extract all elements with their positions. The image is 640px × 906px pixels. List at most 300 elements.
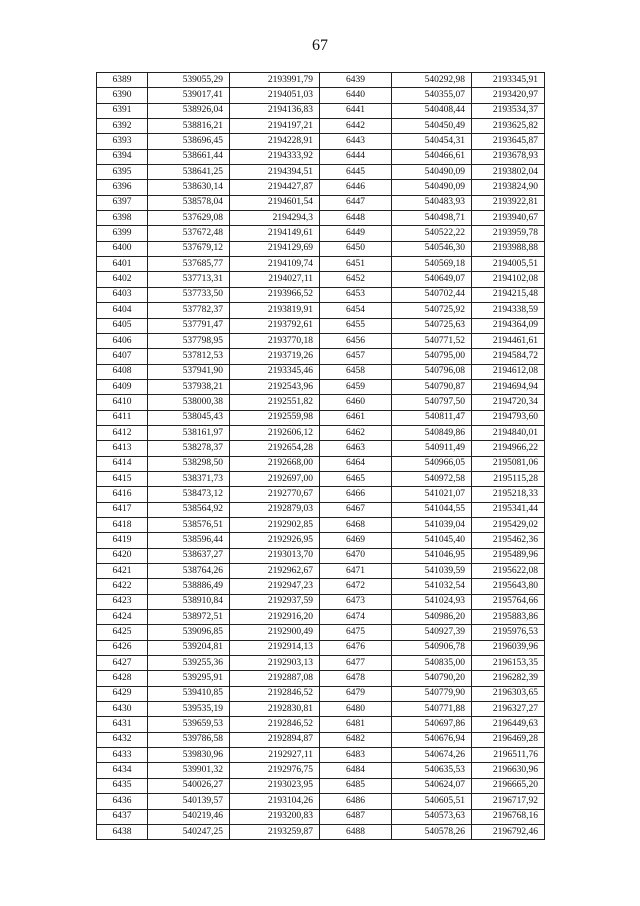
table-row [97,809,545,824]
table-row [97,103,545,118]
table-row [97,211,545,226]
y-coordinate-cell: 2195883,86 [472,610,545,625]
point-number-cell: 6431 [97,717,148,732]
y-coordinate-cell: 2195622,08 [472,564,545,579]
y-coordinate-cell: 2194051,03 [230,88,320,103]
x-coordinate-cell: 540796,08 [392,364,472,379]
point-number-cell: 6406 [97,333,148,348]
table-row [97,671,545,686]
y-coordinate-cell: 2196469,28 [472,732,545,747]
point-number-cell: 6476 [320,640,392,655]
x-coordinate-cell: 540771,88 [392,702,472,717]
y-coordinate-cell: 2193420,97 [472,88,545,103]
x-coordinate-cell: 540498,71 [392,211,472,226]
point-number-cell: 6474 [320,610,392,625]
point-number-cell: 6478 [320,671,392,686]
y-coordinate-cell: 2193625,82 [472,119,545,134]
x-coordinate-cell: 541045,40 [392,533,472,548]
y-coordinate-cell: 2192947,23 [230,579,320,594]
point-number-cell: 6446 [320,180,392,195]
y-coordinate-cell: 2194364,09 [472,318,545,333]
y-coordinate-cell: 2192887,08 [230,671,320,686]
x-coordinate-cell: 538926,04 [148,103,230,118]
point-number-cell: 6403 [97,287,148,302]
point-number-cell: 6442 [320,119,392,134]
point-number-cell: 6401 [97,257,148,272]
table-row [97,134,545,149]
x-coordinate-cell: 541039,04 [392,517,472,532]
y-coordinate-cell: 2194149,61 [230,226,320,241]
page-number: 67 [312,37,328,54]
table-row [97,226,545,241]
x-coordinate-cell: 541046,95 [392,548,472,563]
y-coordinate-cell: 2193013,70 [230,548,320,563]
y-coordinate-cell: 2194840,01 [472,425,545,440]
x-coordinate-cell: 537629,08 [148,211,230,226]
y-coordinate-cell: 2192926,95 [230,533,320,548]
y-coordinate-cell: 2196665,20 [472,778,545,793]
point-number-cell: 6488 [320,824,392,839]
y-coordinate-cell: 2195764,66 [472,594,545,609]
y-coordinate-cell: 2193819,91 [230,303,320,318]
point-number-cell: 6451 [320,257,392,272]
y-coordinate-cell: 2192551,82 [230,395,320,410]
x-coordinate-cell: 540779,90 [392,686,472,701]
table-row [97,517,545,532]
table-row [97,824,545,839]
point-number-cell: 6405 [97,318,148,333]
y-coordinate-cell: 2192697,00 [230,471,320,486]
x-coordinate-cell: 538641,25 [148,165,230,180]
point-number-cell: 6459 [320,379,392,394]
x-coordinate-cell: 539786,58 [148,732,230,747]
x-coordinate-cell: 541021,07 [392,487,472,502]
x-coordinate-cell: 540697,86 [392,717,472,732]
table-row [97,487,545,502]
y-coordinate-cell: 2196630,96 [472,763,545,778]
point-number-cell: 6416 [97,487,148,502]
point-number-cell: 6419 [97,533,148,548]
x-coordinate-cell: 538298,50 [148,456,230,471]
x-coordinate-cell: 538596,44 [148,533,230,548]
x-coordinate-cell: 537782,37 [148,303,230,318]
point-number-cell: 6472 [320,579,392,594]
y-coordinate-cell: 2196511,76 [472,748,545,763]
y-coordinate-cell: 2193988,88 [472,241,545,256]
y-coordinate-cell: 2193922,81 [472,195,545,210]
point-number-cell: 6429 [97,686,148,701]
point-number-cell: 6392 [97,119,148,134]
table-row [97,180,545,195]
y-coordinate-cell: 2194793,60 [472,410,545,425]
table-row [97,379,545,394]
table-row [97,748,545,763]
table-row [97,594,545,609]
y-coordinate-cell: 2196792,46 [472,824,545,839]
x-coordinate-cell: 538972,51 [148,610,230,625]
point-number-cell: 6464 [320,456,392,471]
y-coordinate-cell: 2192830,81 [230,702,320,717]
y-coordinate-cell: 2194394,51 [230,165,320,180]
x-coordinate-cell: 538764,26 [148,564,230,579]
y-coordinate-cell: 2192654,28 [230,441,320,456]
x-coordinate-cell: 537798,95 [148,333,230,348]
y-coordinate-cell: 2195429,02 [472,517,545,532]
y-coordinate-cell: 2194966,22 [472,441,545,456]
point-number-cell: 6402 [97,272,148,287]
y-coordinate-cell: 2194427,87 [230,180,320,195]
point-number-cell: 6468 [320,517,392,532]
y-coordinate-cell: 2192559,98 [230,410,320,425]
x-coordinate-cell: 539901,32 [148,763,230,778]
point-number-cell: 6407 [97,349,148,364]
x-coordinate-cell: 538578,04 [148,195,230,210]
point-number-cell: 6440 [320,88,392,103]
y-coordinate-cell: 2194228,91 [230,134,320,149]
table-row [97,610,545,625]
point-number-cell: 6404 [97,303,148,318]
point-number-cell: 6452 [320,272,392,287]
point-number-cell: 6398 [97,211,148,226]
x-coordinate-cell: 537685,77 [148,257,230,272]
y-coordinate-cell: 2194333,92 [230,149,320,164]
point-number-cell: 6449 [320,226,392,241]
point-number-cell: 6470 [320,548,392,563]
x-coordinate-cell: 540292,98 [392,73,472,88]
y-coordinate-cell: 2193991,79 [230,73,320,88]
y-coordinate-cell: 2192916,20 [230,610,320,625]
table-row [97,471,545,486]
x-coordinate-cell: 537733,50 [148,287,230,302]
table-row [97,318,545,333]
point-number-cell: 6389 [97,73,148,88]
y-coordinate-cell: 2193770,18 [230,333,320,348]
point-number-cell: 6396 [97,180,148,195]
point-number-cell: 6393 [97,134,148,149]
y-coordinate-cell: 2194461,61 [472,333,545,348]
point-number-cell: 6479 [320,686,392,701]
y-coordinate-cell: 2193345,91 [472,73,545,88]
point-number-cell: 6397 [97,195,148,210]
x-coordinate-cell: 540906,78 [392,640,472,655]
x-coordinate-cell: 541024,93 [392,594,472,609]
y-coordinate-cell: 2196327,27 [472,702,545,717]
y-coordinate-cell: 2192962,67 [230,564,320,579]
point-number-cell: 6469 [320,533,392,548]
table-row [97,778,545,793]
point-number-cell: 6477 [320,656,392,671]
table-row [97,564,545,579]
y-coordinate-cell: 2194584,72 [472,349,545,364]
y-coordinate-cell: 2192900,49 [230,625,320,640]
x-coordinate-cell: 540624,07 [392,778,472,793]
x-coordinate-cell: 540219,46 [148,809,230,824]
table-row [97,702,545,717]
y-coordinate-cell: 2193259,87 [230,824,320,839]
y-coordinate-cell: 2192879,03 [230,502,320,517]
table-row [97,333,545,348]
y-coordinate-cell: 2196717,92 [472,794,545,809]
x-coordinate-cell: 538637,27 [148,548,230,563]
y-coordinate-cell: 2192668,00 [230,456,320,471]
y-coordinate-cell: 2192914,13 [230,640,320,655]
point-number-cell: 6414 [97,456,148,471]
table-row [97,425,545,440]
point-number-cell: 6448 [320,211,392,226]
point-number-cell: 6441 [320,103,392,118]
x-coordinate-cell: 537713,31 [148,272,230,287]
y-coordinate-cell: 2195081,06 [472,456,545,471]
x-coordinate-cell: 540490,09 [392,180,472,195]
point-number-cell: 6485 [320,778,392,793]
x-coordinate-cell: 540026,27 [148,778,230,793]
y-coordinate-cell: 2195489,96 [472,548,545,563]
point-number-cell: 6483 [320,748,392,763]
point-number-cell: 6424 [97,610,148,625]
table-row [97,533,545,548]
y-coordinate-cell: 2194136,83 [230,103,320,118]
y-coordinate-cell: 2193104,26 [230,794,320,809]
y-coordinate-cell: 2194109,74 [230,257,320,272]
x-coordinate-cell: 539535,19 [148,702,230,717]
x-coordinate-cell: 539204,81 [148,640,230,655]
x-coordinate-cell: 538045,43 [148,410,230,425]
point-number-cell: 6422 [97,579,148,594]
x-coordinate-cell: 538161,97 [148,425,230,440]
point-number-cell: 6433 [97,748,148,763]
point-number-cell: 6439 [320,73,392,88]
point-number-cell: 6426 [97,640,148,655]
x-coordinate-cell: 540139,57 [148,794,230,809]
point-number-cell: 6421 [97,564,148,579]
x-coordinate-cell: 538278,37 [148,441,230,456]
y-coordinate-cell: 2193824,90 [472,180,545,195]
y-coordinate-cell: 2192902,85 [230,517,320,532]
x-coordinate-cell: 540911,49 [392,441,472,456]
x-coordinate-cell: 540522,22 [392,226,472,241]
point-number-cell: 6461 [320,410,392,425]
x-coordinate-cell: 538910,84 [148,594,230,609]
y-coordinate-cell: 2194102,08 [472,272,545,287]
table-row [97,149,545,164]
y-coordinate-cell: 2193345,46 [230,364,320,379]
point-number-cell: 6434 [97,763,148,778]
table-row [97,625,545,640]
x-coordinate-cell: 539830,96 [148,748,230,763]
x-coordinate-cell: 540483,93 [392,195,472,210]
point-number-cell: 6423 [97,594,148,609]
point-number-cell: 6420 [97,548,148,563]
y-coordinate-cell: 2195976,53 [472,625,545,640]
y-coordinate-cell: 2194027,11 [230,272,320,287]
point-number-cell: 6413 [97,441,148,456]
y-coordinate-cell: 2194197,21 [230,119,320,134]
x-coordinate-cell: 540702,44 [392,287,472,302]
y-coordinate-cell: 2192927,11 [230,748,320,763]
x-coordinate-cell: 540771,52 [392,333,472,348]
y-coordinate-cell: 2193940,67 [472,211,545,226]
point-number-cell: 6417 [97,502,148,517]
table-row [97,257,545,272]
x-coordinate-cell: 538661,44 [148,149,230,164]
x-coordinate-cell: 540972,58 [392,471,472,486]
x-coordinate-cell: 539255,36 [148,656,230,671]
x-coordinate-cell: 540986,20 [392,610,472,625]
point-number-cell: 6466 [320,487,392,502]
x-coordinate-cell: 537679,12 [148,241,230,256]
x-coordinate-cell: 537791,47 [148,318,230,333]
point-number-cell: 6390 [97,88,148,103]
table-row [97,88,545,103]
x-coordinate-cell: 539055,29 [148,73,230,88]
x-coordinate-cell: 538816,21 [148,119,230,134]
y-coordinate-cell: 2193200,83 [230,809,320,824]
point-number-cell: 6455 [320,318,392,333]
point-number-cell: 6482 [320,732,392,747]
point-number-cell: 6447 [320,195,392,210]
x-coordinate-cell: 540849,86 [392,425,472,440]
point-number-cell: 6410 [97,395,148,410]
y-coordinate-cell: 2192903,13 [230,656,320,671]
y-coordinate-cell: 2196282,39 [472,671,545,686]
point-number-cell: 6428 [97,671,148,686]
y-coordinate-cell: 2194601,54 [230,195,320,210]
table-row [97,763,545,778]
point-number-cell: 6450 [320,241,392,256]
point-number-cell: 6443 [320,134,392,149]
y-coordinate-cell: 2193966,52 [230,287,320,302]
point-number-cell: 6395 [97,165,148,180]
x-coordinate-cell: 541032,54 [392,579,472,594]
point-number-cell: 6456 [320,333,392,348]
x-coordinate-cell: 540725,63 [392,318,472,333]
y-coordinate-cell: 2192543,96 [230,379,320,394]
y-coordinate-cell: 2194612,08 [472,364,545,379]
x-coordinate-cell: 540790,87 [392,379,472,394]
x-coordinate-cell: 538696,45 [148,134,230,149]
table-row [97,717,545,732]
point-number-cell: 6418 [97,517,148,532]
y-coordinate-cell: 2195115,28 [472,471,545,486]
point-number-cell: 6411 [97,410,148,425]
table-row [97,165,545,180]
table-row [97,303,545,318]
x-coordinate-cell: 539017,41 [148,88,230,103]
y-coordinate-cell: 2194338,59 [472,303,545,318]
point-number-cell: 6481 [320,717,392,732]
x-coordinate-cell: 540605,51 [392,794,472,809]
table-row [97,272,545,287]
x-coordinate-cell: 540795,00 [392,349,472,364]
point-number-cell: 6391 [97,103,148,118]
point-number-cell: 6458 [320,364,392,379]
x-coordinate-cell: 540247,25 [148,824,230,839]
point-number-cell: 6473 [320,594,392,609]
y-coordinate-cell: 2192894,87 [230,732,320,747]
point-number-cell: 6487 [320,809,392,824]
point-number-cell: 6400 [97,241,148,256]
x-coordinate-cell: 540546,30 [392,241,472,256]
table-row [97,73,545,88]
y-coordinate-cell: 2195218,33 [472,487,545,502]
x-coordinate-cell: 538886,49 [148,579,230,594]
x-coordinate-cell: 538000,38 [148,395,230,410]
x-coordinate-cell: 538371,73 [148,471,230,486]
point-number-cell: 6432 [97,732,148,747]
y-coordinate-cell: 2196303,65 [472,686,545,701]
y-coordinate-cell: 2192846,52 [230,717,320,732]
y-coordinate-cell: 2195643,80 [472,579,545,594]
y-coordinate-cell: 2192770,67 [230,487,320,502]
table-row [97,195,545,210]
x-coordinate-cell: 540408,44 [392,103,472,118]
y-coordinate-cell: 2195462,36 [472,533,545,548]
point-number-cell: 6425 [97,625,148,640]
y-coordinate-cell: 2195341,44 [472,502,545,517]
table-row [97,579,545,594]
y-coordinate-cell: 2196039,96 [472,640,545,655]
y-coordinate-cell: 2193678,93 [472,149,545,164]
table-row [97,119,545,134]
x-coordinate-cell: 540835,00 [392,656,472,671]
point-number-cell: 6471 [320,564,392,579]
table-row [97,410,545,425]
point-number-cell: 6463 [320,441,392,456]
point-number-cell: 6462 [320,425,392,440]
y-coordinate-cell: 2192976,75 [230,763,320,778]
x-coordinate-cell: 539659,53 [148,717,230,732]
x-coordinate-cell: 540454,31 [392,134,472,149]
coordinates-table [96,72,545,840]
x-coordinate-cell: 538576,51 [148,517,230,532]
point-number-cell: 6435 [97,778,148,793]
x-coordinate-cell: 540676,94 [392,732,472,747]
x-coordinate-cell: 540490,09 [392,165,472,180]
x-coordinate-cell: 540966,05 [392,456,472,471]
x-coordinate-cell: 540927,39 [392,625,472,640]
y-coordinate-cell: 2196153,35 [472,656,545,671]
x-coordinate-cell: 540790,20 [392,671,472,686]
y-coordinate-cell: 2194294,3 [230,211,320,226]
point-number-cell: 6415 [97,471,148,486]
point-number-cell: 6465 [320,471,392,486]
y-coordinate-cell: 2193802,04 [472,165,545,180]
y-coordinate-cell: 2193534,37 [472,103,545,118]
x-coordinate-cell: 540649,07 [392,272,472,287]
point-number-cell: 6430 [97,702,148,717]
x-coordinate-cell: 538630,14 [148,180,230,195]
x-coordinate-cell: 537938,21 [148,379,230,394]
point-number-cell: 6484 [320,763,392,778]
point-number-cell: 6480 [320,702,392,717]
x-coordinate-cell: 540674,26 [392,748,472,763]
x-coordinate-cell: 541039,59 [392,564,472,579]
y-coordinate-cell: 2194005,51 [472,257,545,272]
coordinates-table-body [97,73,545,840]
table-row [97,395,545,410]
point-number-cell: 6408 [97,364,148,379]
x-coordinate-cell: 539096,85 [148,625,230,640]
point-number-cell: 6438 [97,824,148,839]
table-row [97,349,545,364]
point-number-cell: 6394 [97,149,148,164]
point-number-cell: 6475 [320,625,392,640]
point-number-cell: 6486 [320,794,392,809]
y-coordinate-cell: 2194720,34 [472,395,545,410]
point-number-cell: 6460 [320,395,392,410]
table-row [97,640,545,655]
table-row [97,241,545,256]
